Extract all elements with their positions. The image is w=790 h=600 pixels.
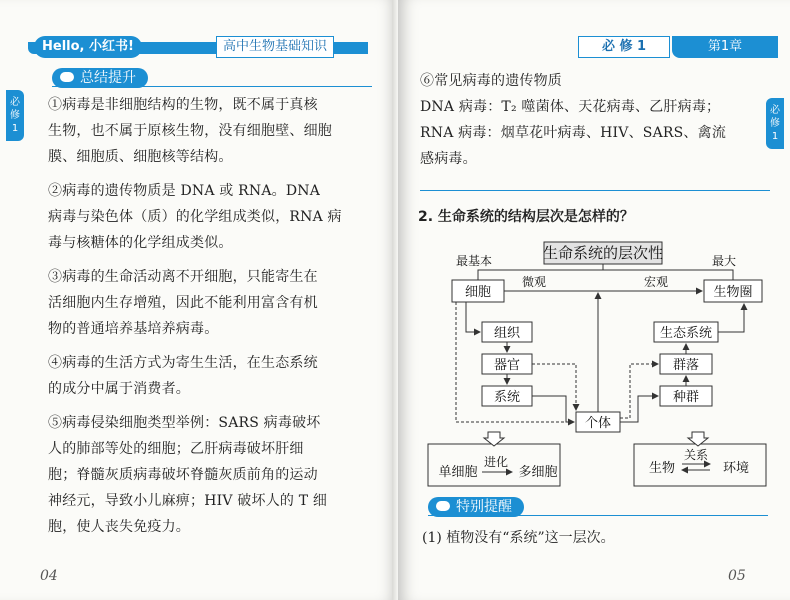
tip-section-label: 特别提醒: [456, 499, 512, 515]
volume-label: 必 修 1: [578, 36, 670, 58]
text-line: 病毒与染色体（质）的化学组成类似，RNA 病: [48, 209, 342, 225]
text-line: ④病毒的生活方式为寄生生活，在生态系统: [48, 355, 318, 371]
paragraph-1: [48, 92, 388, 170]
diagram-title: 生命系统的层次性: [542, 244, 664, 262]
text-line: 胞；脊髓灰质病毒破坏脊髓灰质前角的运动: [48, 467, 318, 483]
unicellular-label: 单细胞: [438, 465, 478, 480]
system-label: 系统: [493, 390, 521, 405]
dna-virus-line: DNA 病毒：T₂ 噬菌体、天花病毒、乙肝病毒；: [420, 99, 721, 115]
side-tab-char: 修: [770, 118, 780, 129]
text-line: ①病毒是非细胞结构的生物，既不属于真核: [48, 97, 318, 113]
summary-section-title: [52, 68, 148, 88]
right-page: [398, 0, 790, 600]
cloud-icon: [436, 501, 450, 511]
life-system-diagram: [426, 240, 771, 492]
rna-virus-line: RNA 病毒：烟草花叶病毒、HIV、SARS、禽流: [420, 125, 727, 141]
text-line: 物的普通培养基培养病毒。: [48, 321, 219, 337]
side-tab-char: 1: [771, 131, 779, 142]
side-tab-char: 必: [770, 105, 780, 116]
text-line: 生物，也不属于原核生物，没有细胞壁、细胞: [48, 123, 332, 139]
organ-label: 器官: [493, 358, 521, 373]
tissue-label: 组织: [493, 326, 521, 341]
cell-label: 细胞: [464, 285, 492, 300]
right-header: [578, 36, 778, 58]
organism-label: 生物: [648, 461, 676, 476]
biosphere-label: 生物圈: [713, 285, 753, 300]
paragraph-4: [48, 350, 388, 402]
text-line: 神经元，导致小儿麻痹；HIV 破坏人的 T 细: [48, 493, 328, 509]
text-line: 活细胞内生存增殖，因此不能利用富含有机: [48, 295, 318, 311]
text-line: 的成分中属于消费者。: [48, 381, 190, 397]
section-rule: [420, 190, 770, 191]
label-largest: 最大: [711, 254, 737, 268]
page-number: 04: [40, 568, 58, 584]
tip-text: (1) 植物没有“系统”这一层次。: [422, 530, 615, 546]
text-line: 毒与核糖体的化学组成类似。: [48, 235, 233, 251]
item6-title: ⑥常见病毒的遗传物质: [420, 73, 562, 89]
summary-paragraphs: [48, 92, 388, 540]
environment-label: 环境: [722, 461, 750, 476]
text-line: ②病毒的遗传物质是 DNA 或 RNA。DNA: [48, 183, 321, 199]
brand-label: Hello, 小红书!: [34, 36, 142, 58]
page-number: 05: [728, 568, 746, 584]
summary-section-label: 总结提升: [80, 70, 136, 86]
population-label: 种群: [672, 390, 700, 405]
paragraph-3: [48, 264, 388, 342]
paragraph-2: [48, 178, 388, 256]
macro-label: 宏观: [643, 275, 669, 289]
section-rule: [428, 515, 768, 516]
community-label: 群落: [672, 358, 700, 373]
micro-label: 微观: [521, 275, 547, 289]
tip-section-title: [428, 497, 524, 517]
left-side-tab: [6, 90, 24, 141]
chapter-label: 第1章: [672, 36, 778, 58]
left-header: [28, 36, 368, 58]
hierarchy-svg: [426, 240, 771, 492]
book-subject: 高中生物基础知识: [216, 36, 334, 58]
text-line: 人的肺部等处的细胞；乙肝病毒破坏肝细: [48, 441, 304, 457]
cloud-icon: [60, 72, 74, 82]
multicellular-label: 多细胞: [518, 465, 558, 480]
side-tab-char: 必: [10, 97, 20, 108]
text-line: ③病毒的生命活动离不开细胞，只能寄生在: [48, 269, 318, 285]
section-rule: [52, 86, 372, 87]
ecosystem-label: 生态系统: [659, 326, 713, 341]
individual-label: 个体: [584, 416, 612, 431]
text-line: 膜、细胞质、细胞核等结构。: [48, 149, 233, 165]
side-tab-char: 1: [11, 123, 19, 134]
virus-genetics: [420, 68, 770, 172]
paragraph-5: [48, 410, 388, 540]
evolution-label: 进化: [483, 455, 509, 469]
label-most-basic: 最基本: [455, 254, 493, 268]
rna-virus-line: 感病毒。: [420, 151, 477, 167]
side-tab-char: 修: [10, 110, 20, 121]
text-line: 胞，使人丧失免疫力。: [48, 519, 190, 535]
relation-label: 关系: [683, 448, 709, 462]
question-2: 2. 生命系统的结构层次是怎样的？: [418, 209, 634, 225]
text-line: ⑤病毒侵染细胞类型举例：SARS 病毒破坏: [48, 415, 321, 431]
